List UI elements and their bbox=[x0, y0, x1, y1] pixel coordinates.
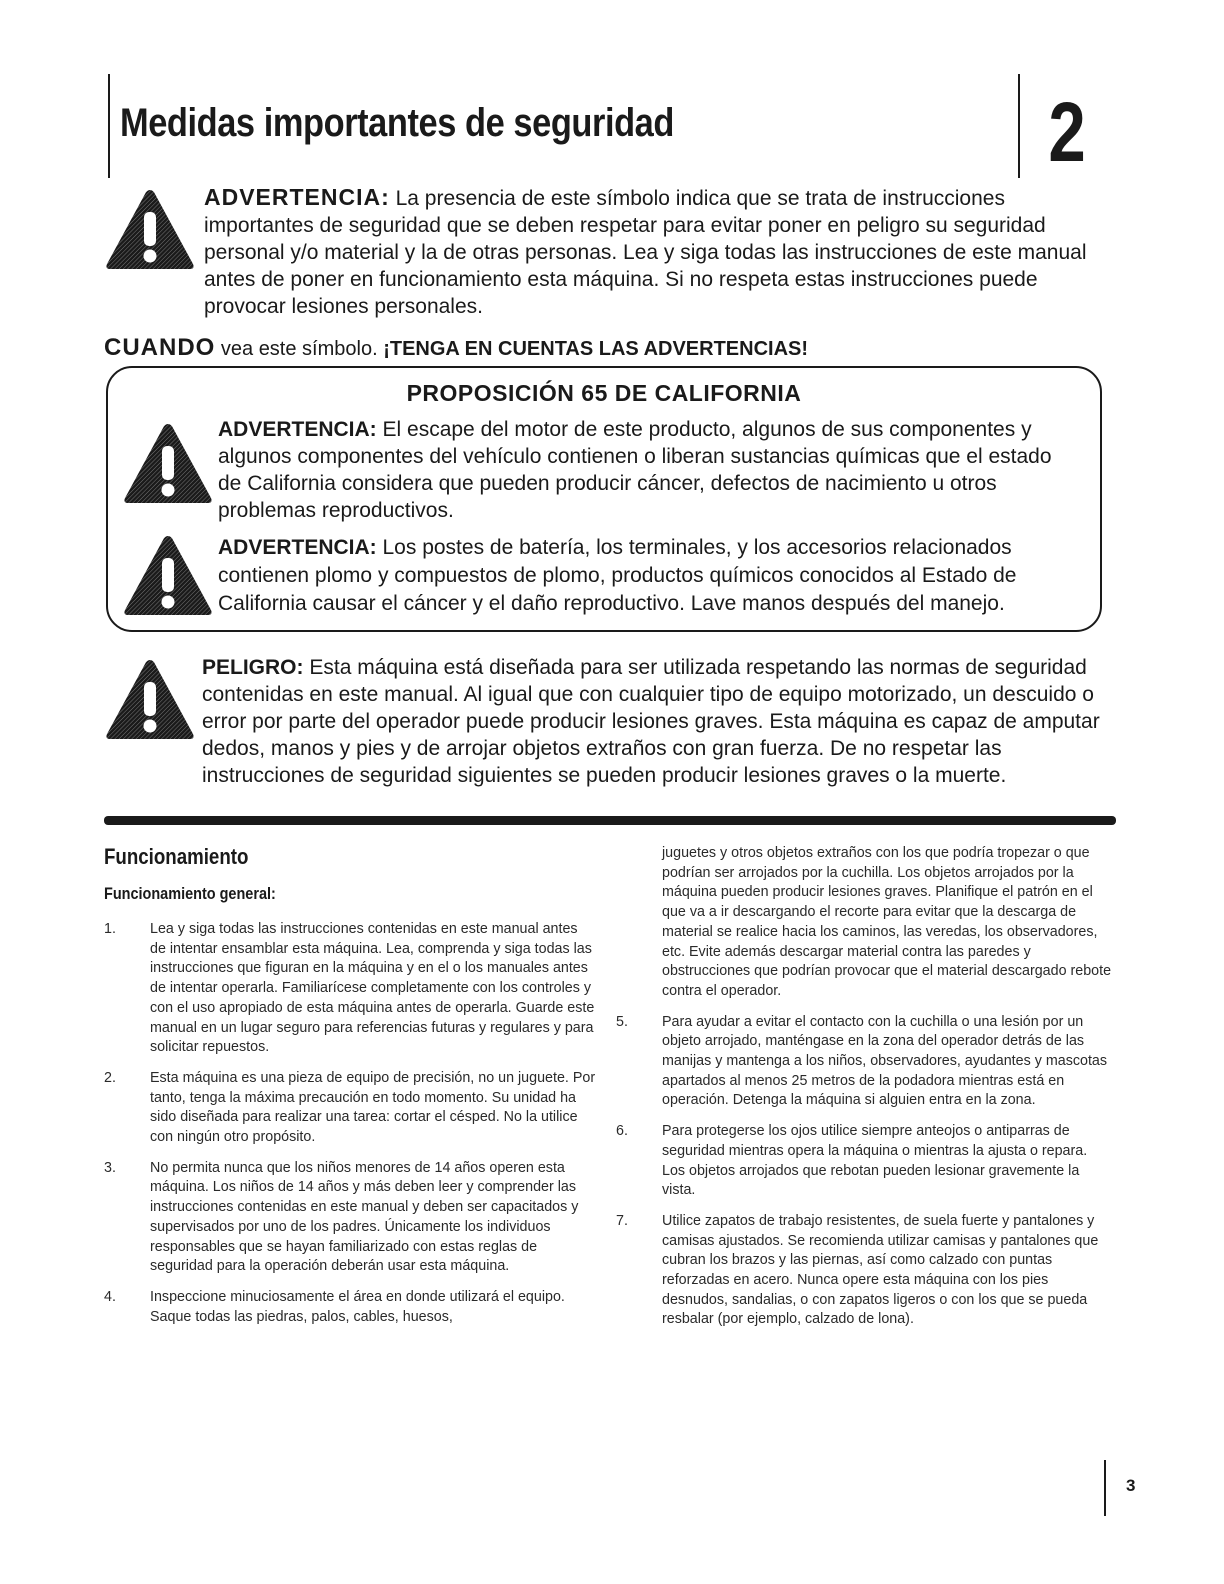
prop65-warning-2-text: Los postes de batería, los terminales, y los accesorios relacionados contienen plomo y compuestos de plomo, productos químicos conocidos al Estado de California causar el cáncer y el daño reproductivo. Lave manos después del manejo. bbox=[218, 536, 1017, 615]
list-item-text: No permita nunca que los niños menores de 14 años operen esta máquina. Los niños de 14 años y más deben leer y comprender las instrucciones contenidas en este manual y deben ser capacitados y supervisados por uno de los padres. Únicamente los individuos responsables que se hayan familiarizado con estas reglas de seguridad para la operación deberán usar esta máquina. bbox=[150, 1159, 579, 1275]
warning-intro-paragraph bbox=[204, 184, 1104, 320]
prop65-warning-2 bbox=[218, 534, 1078, 618]
list-item-number: 5. bbox=[616, 1013, 628, 1030]
header-right-rule bbox=[1018, 74, 1020, 178]
warning-triangle-icon bbox=[122, 420, 214, 506]
list-item-text: Para ayudar a evitar el contacto con la cuchilla o una lesión por un objeto arrojado, manténgase en la zona del operador detrás de las manijas y mantenga a los niños, observadores, ayudantes y mascotas apartados al menos 25 metros de la podadora mientras está en operación. Detenga la máquina si alguien entra en la zona. bbox=[662, 1013, 1108, 1109]
footer-rule bbox=[1104, 1460, 1106, 1516]
warning-triangle-icon bbox=[104, 186, 196, 272]
list-item-text: Lea y siga todas las instrucciones contenidas en este manual antes de intentar ensamblar esta máquina. Lea, comprenda y siga todas las instrucciones que figuran en la máquina y en el o los manuales antes de intentar operarla. Familiarícese completamente con los controles y con el uso apropiado de esta máquina antes de operarla. Guarde este manual en un lugar seguro para referencias futuras y regulares y para solicitar repuestos. bbox=[150, 921, 595, 1056]
list-item-number: 1. bbox=[104, 921, 116, 937]
page-number: 3 bbox=[1126, 1476, 1136, 1495]
right-column bbox=[616, 844, 1112, 1341]
list-item bbox=[616, 1122, 1112, 1201]
section-title: Funcionamiento bbox=[104, 844, 249, 869]
section-subtitle: Funcionamiento general: bbox=[104, 884, 276, 903]
cuando-line bbox=[104, 334, 808, 363]
list-item-continuation: juguetes y otros objetos extraños con los que podría tropezar o que podrían ser arrojados por la cuchilla. Los objetos arrojados por la máquina pueden producir lesiones graves. Planifique el patrón en el que va a ir descargando el recorte para evitar que la descarga de material se realice hacia los caminos, las veredas, los observadores, etc. Evite además descargar material contra las paredes y obstrucciones que podrían provocar que el material descargado rebote contra el operador. bbox=[662, 845, 1112, 999]
list-item bbox=[616, 1212, 1112, 1330]
danger-label: PELIGRO: bbox=[202, 656, 304, 679]
cuando-emphasis: ¡TENGA EN CUENTAS LAS ADVERTENCIAS! bbox=[383, 338, 809, 360]
list-item-text: Para protegerse los ojos utilice siempre anteojos o antiparras de seguridad mientras opera la máquina o mientras la ajusta o repara. Los objetos arrojados que rebotan pueden lesionar gravemente la vista. bbox=[662, 1123, 1088, 1199]
list-item-number: 2. bbox=[104, 1069, 116, 1086]
prop65-warning-1-label: ADVERTENCIA: bbox=[218, 418, 377, 441]
cuando-text: vea este símbolo. bbox=[215, 338, 384, 360]
list-item bbox=[104, 920, 596, 1058]
warning-intro-text: La presencia de este símbolo indica que se trata de instrucciones importantes de seguridad que se deben respetar para evitar poner en peligro su seguridad personal y/o material y la de otras personas. Lea y siga todas las instrucciones de este manual antes de poner en funcionamiento esta máquina. Si no respeta estas instrucciones puede provocar lesiones personales. bbox=[204, 187, 1087, 318]
chapter-number: 2 bbox=[1048, 85, 1086, 179]
list-item bbox=[104, 1159, 596, 1277]
warning-label: ADVERTENCIA: bbox=[204, 184, 390, 210]
list-item-text: Utilice zapatos de trabajo resistentes, de suela fuerte y pantalones y camisas ajustados. Se recomienda utilizar camisas y pantalones que cubran los brazos y las piernas, así como calzado con puntas reforzadas en acero. Nunca opere esta máquina con los pies desnudos, sandalias, o con zapatos ligeros o con los que se pueda resbalar (por ejemplo, calzado de lona). bbox=[662, 1212, 1099, 1328]
list-item-number: 7. bbox=[616, 1212, 628, 1229]
warning-triangle-icon bbox=[122, 532, 214, 618]
left-column bbox=[104, 920, 596, 1338]
page-title: Medidas importantes de seguridad bbox=[120, 101, 674, 145]
list-item-text: Inspeccione minuciosamente el área en donde utilizará el equipo. Saque todas las piedras, palos, cables, huesos, bbox=[150, 1288, 565, 1325]
prop65-warning-1 bbox=[218, 416, 1078, 524]
prop65-title: PROPOSICIÓN 65 DE CALIFORNIA bbox=[406, 380, 802, 406]
danger-paragraph bbox=[202, 654, 1112, 789]
prop65-warning-1-text: El escape del motor de este producto, algunos de sus componentes y algunos componentes del vehículo contienen o liberan sustancias químicas que el estado de California considera que pueden producir cáncer, defectos de nacimiento u otros problemas reproductivos. bbox=[218, 418, 1052, 522]
list-item bbox=[104, 1069, 596, 1148]
list-item-text: Esta máquina es una pieza de equipo de precisión, no un juguete. Por tanto, tenga la máxima precaución en todo momento. Su unidad ha sido diseñada para realizar una tarea: cortar el césped. No la utilice con ningún otro propósito. bbox=[150, 1069, 596, 1146]
cuando-word: CUANDO bbox=[104, 334, 216, 361]
danger-text: Esta máquina está diseñada para ser utilizada respetando las normas de seguridad contenidas en este manual. Al igual que con cualquier tipo de equipo motorizado, un descuido o error por parte del operador puede producir lesiones graves. Esta máquina es capaz de amputar dedos, manos y pies y de arrojar objetos extraños con gran fuerza. De no respetar las instrucciones de seguridad siguientes se pueden producir lesiones graves o la muerte. bbox=[202, 656, 1100, 787]
prop65-warning-2-label: ADVERTENCIA: bbox=[218, 536, 377, 559]
list-item-number: 4. bbox=[104, 1288, 116, 1305]
list-item bbox=[104, 1288, 596, 1327]
warning-triangle-icon bbox=[104, 656, 196, 742]
list-item bbox=[616, 1013, 1112, 1112]
header-left-rule bbox=[108, 74, 110, 178]
section-divider bbox=[104, 816, 1116, 825]
list-item-number: 6. bbox=[616, 1123, 628, 1140]
list-item-number: 3. bbox=[104, 1159, 116, 1176]
